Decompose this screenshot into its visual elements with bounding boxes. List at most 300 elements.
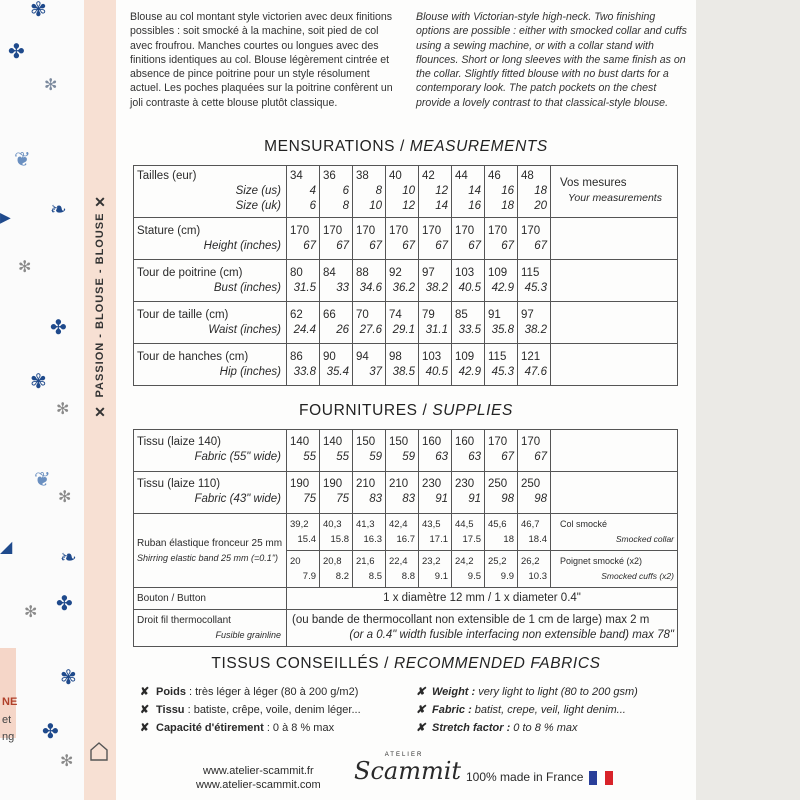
value-cm: 170 — [488, 436, 508, 448]
label-en: Height (inches) — [203, 240, 281, 252]
value-in: 31.5 — [293, 282, 316, 294]
recommendation-key: Tissu — [156, 704, 185, 716]
value-in: 63 — [468, 451, 481, 463]
fabric-recommendation — [416, 701, 638, 719]
label-fr: Tissu (laize 110) — [137, 478, 221, 490]
value-cm: 150 — [356, 436, 376, 448]
button-label — [134, 588, 287, 610]
value-in: 55 — [336, 451, 349, 463]
value-cm: 170 — [521, 225, 541, 237]
leaf-icon: ✾ — [60, 667, 77, 689]
value-cm: 62 — [290, 309, 303, 321]
measurement-cell — [452, 218, 485, 260]
ribbon-collar-cell — [287, 514, 320, 551]
leaf-icon: ❦ — [14, 149, 31, 171]
measurement-cell — [485, 218, 518, 260]
size-us: 14 — [468, 185, 481, 197]
value-cm: 88 — [356, 267, 369, 279]
measurement-cell — [320, 302, 353, 344]
value-in: 7.9 — [302, 571, 316, 582]
fabric-cell — [518, 472, 551, 514]
value-in: 18 — [503, 534, 514, 545]
fabrics-title: TISSUS CONSEILLÉS / RECOMMENDED FABRICS — [211, 655, 601, 672]
floral-pattern-strip — [0, 0, 84, 800]
france-flag-icon — [589, 771, 613, 785]
leaf-icon: ❧ — [50, 199, 67, 221]
size-label-eur: Tailles (eur) — [137, 170, 197, 182]
value-cm: 170 — [422, 225, 442, 237]
value-cm: 84 — [323, 267, 336, 279]
value-cm: 170 — [488, 225, 508, 237]
fabrics-list-fr — [140, 683, 361, 737]
value-in: 38.2 — [425, 282, 448, 294]
measurements-title: MENSURATIONS / MEASUREMENTS — [264, 138, 548, 155]
ribbon-collar-cell — [419, 514, 452, 551]
ribbon-cuffs-cell — [518, 551, 551, 588]
measurement-cell — [518, 344, 551, 386]
value-in: 35.4 — [326, 366, 349, 378]
bullet-x-icon: ✘ — [140, 722, 150, 734]
page-margin — [696, 0, 800, 800]
size-uk: 14 — [435, 200, 448, 212]
measurement-cell — [353, 260, 386, 302]
measurement-cell — [386, 260, 419, 302]
recommendation-value: 0 to 8 % max — [510, 722, 578, 734]
value-en: (or a 0.4" width fusible interfacing non extensible band) max 78" — [349, 629, 674, 641]
fabric-cell — [320, 472, 353, 514]
your-measurement-blank — [551, 302, 678, 344]
ribbon-collar-cell — [320, 514, 353, 551]
value-in: 45.3 — [491, 366, 514, 378]
twig-icon: ✻ — [44, 77, 58, 94]
size-us: 10 — [402, 185, 415, 197]
value-in: 37 — [369, 366, 382, 378]
measurement-cell — [485, 344, 518, 386]
value-cm: 44,5 — [455, 519, 474, 530]
size-uk: 12 — [402, 200, 415, 212]
value-in: 18.4 — [528, 534, 547, 545]
size-cell — [419, 166, 452, 218]
footer-urls — [196, 764, 321, 792]
value-in: 17.1 — [429, 534, 448, 545]
category-strip — [84, 0, 116, 800]
size-cell — [320, 166, 353, 218]
recommendation-value: very light to light (80 to 200 gsm) — [475, 686, 638, 698]
ribbon-cuffs-cell — [353, 551, 386, 588]
measurement-cell — [485, 260, 518, 302]
flag-band — [589, 771, 597, 785]
label-fr: Tour de taille (cm) — [137, 309, 229, 321]
measurement-cell — [353, 302, 386, 344]
fabric-recommendation — [416, 719, 638, 737]
value-cm: 190 — [290, 478, 310, 490]
label-en: Fusible grainline — [215, 630, 281, 640]
value-cm: 46,7 — [521, 519, 540, 530]
value-cm: 170 — [521, 436, 541, 448]
bullet-x-icon: ✘ — [416, 722, 426, 734]
size-uk: 6 — [309, 200, 316, 212]
your-measurement-blank — [551, 260, 678, 302]
smocked-cuffs-note — [551, 551, 678, 588]
measurement-label — [134, 260, 287, 302]
bullet-x-icon: ✘ — [140, 686, 150, 698]
size-us: 12 — [435, 185, 448, 197]
fusible-label — [134, 610, 287, 647]
size-us: 18 — [534, 185, 547, 197]
value-cm: 170 — [455, 225, 475, 237]
measurement-cell — [287, 260, 320, 302]
value-in: 8.5 — [368, 571, 382, 582]
label-en: Hip (inches) — [219, 366, 281, 378]
home-icon[interactable] — [88, 740, 110, 762]
value-cm: 80 — [290, 267, 303, 279]
leaf-icon: ✤ — [8, 41, 25, 63]
value-in: 9.9 — [500, 571, 514, 582]
fabric-cell — [419, 472, 452, 514]
value-in: 16.3 — [363, 534, 382, 545]
ribbon-cuffs-cell — [419, 551, 452, 588]
fabric-cell — [287, 430, 320, 472]
value-cm: 103 — [422, 351, 442, 363]
value-cm: 92 — [389, 267, 402, 279]
measurement-row — [134, 302, 678, 344]
measurement-cell — [320, 344, 353, 386]
value-in: 67 — [534, 240, 547, 252]
your-measurement-blank — [551, 344, 678, 386]
value-cm: 41,3 — [356, 519, 375, 530]
value-cm: 160 — [455, 436, 475, 448]
value-in: 38.5 — [392, 366, 415, 378]
fabric-cell — [320, 430, 353, 472]
size-cell — [485, 166, 518, 218]
measurement-cell — [419, 302, 452, 344]
size-us: 6 — [342, 185, 349, 197]
size-uk: 20 — [534, 200, 547, 212]
value-in: 27.6 — [359, 324, 382, 336]
value-in: 42.9 — [458, 366, 481, 378]
measurement-cell — [287, 344, 320, 386]
ribbon-collar-cell — [518, 514, 551, 551]
fusible-value — [287, 610, 678, 647]
value-cm: 103 — [455, 267, 475, 279]
size-eur: 48 — [521, 170, 534, 182]
ribbon-collar-cell — [386, 514, 419, 551]
leaf-icon: ❦ — [34, 469, 51, 491]
value-in: 34.6 — [359, 282, 382, 294]
measurement-cell — [386, 302, 419, 344]
value-cm: 79 — [422, 309, 435, 321]
fabric-cell — [518, 430, 551, 472]
value-in: 17.5 — [462, 534, 481, 545]
value-cm: 97 — [521, 309, 534, 321]
fabric-cell — [452, 430, 485, 472]
measurement-label — [134, 344, 287, 386]
fabric-row — [134, 472, 678, 514]
fabric-recommendation — [140, 719, 361, 737]
edge-text: NE — [2, 696, 18, 708]
made-in-label: 100% made in France — [466, 770, 584, 784]
value-in: 59 — [402, 451, 415, 463]
value-cm: 43,5 — [422, 519, 441, 530]
value-in: 67 — [501, 240, 514, 252]
value-in: 42.9 — [491, 282, 514, 294]
size-eur: 34 — [290, 170, 303, 182]
value-in: 33.8 — [293, 366, 316, 378]
measurement-cell — [353, 344, 386, 386]
recommendation-key: Fabric : — [432, 704, 472, 716]
value-cm: 90 — [323, 351, 336, 363]
value-cm: 140 — [290, 436, 310, 448]
value-cm: 20 — [290, 556, 301, 567]
value-cm: 24,2 — [455, 556, 474, 567]
leaf-icon: ❧ — [60, 547, 77, 569]
recommendation-value: : très léger à léger (80 à 200 g/m2) — [185, 686, 359, 698]
measurement-cell — [287, 302, 320, 344]
brand-logo: ATELIER Scammit — [354, 752, 462, 785]
measurement-row — [134, 344, 678, 386]
value-cm: 39,2 — [290, 519, 309, 530]
value-cm: 210 — [389, 478, 409, 490]
twig-icon: ✻ — [24, 604, 38, 621]
leaf-icon: ✾ — [30, 371, 47, 393]
note-fr: Col smocké — [560, 519, 608, 529]
label-fr: Tissu (laize 140) — [137, 436, 221, 448]
value-cm: 109 — [455, 351, 475, 363]
value-cm: 42,4 — [389, 519, 408, 530]
ribbon-cuffs-cell — [452, 551, 485, 588]
value-in: 26 — [336, 324, 349, 336]
twig-icon: ✻ — [58, 489, 72, 506]
flag-band — [605, 771, 613, 785]
value-cm: 45,6 — [488, 519, 507, 530]
value-cm: 170 — [389, 225, 409, 237]
value-cm: 74 — [389, 309, 402, 321]
measurement-cell — [518, 302, 551, 344]
size-uk: 16 — [468, 200, 481, 212]
value-in: 59 — [369, 451, 382, 463]
fabric-cell — [386, 472, 419, 514]
measurement-cell — [452, 260, 485, 302]
value-in: 63 — [435, 451, 448, 463]
value-in: 91 — [435, 493, 448, 505]
size-label-uk: Size (uk) — [235, 200, 281, 212]
value-cm: 22,4 — [389, 556, 408, 567]
recommendation-key: Capacité d'étirement — [156, 722, 264, 734]
value-in: 29.1 — [392, 324, 415, 336]
website-link-com[interactable]: www.atelier-scammit.com — [196, 779, 321, 791]
value-cm: 23,2 — [422, 556, 441, 567]
label-en: Shirring elastic band 25 mm (=0.1") — [137, 552, 279, 563]
note-en: Smocked cuffs (x2) — [601, 571, 674, 581]
value-in: 67 — [402, 240, 415, 252]
value-cm: 26,2 — [521, 556, 540, 567]
label-en: Fabric (43" wide) — [194, 493, 281, 505]
your-measurements-fr: Vos mesures — [560, 177, 627, 189]
leaf-icon: ✤ — [50, 317, 67, 339]
size-label — [134, 166, 287, 218]
label-fr: Ruban élastique fronceur 25 mm — [137, 537, 283, 549]
bullet-x-icon: ✘ — [416, 686, 426, 698]
value-in: 83 — [369, 493, 382, 505]
edge-text: et — [2, 714, 12, 726]
value-cm: 91 — [488, 309, 501, 321]
size-eur: 36 — [323, 170, 336, 182]
fabric-label — [134, 472, 287, 514]
value-cm: 170 — [323, 225, 343, 237]
value-in: 9.1 — [434, 571, 448, 582]
website-link-fr[interactable]: www.atelier-scammit.fr — [203, 765, 314, 777]
size-cell — [452, 166, 485, 218]
ribbon-cuffs-cell — [485, 551, 518, 588]
value-cm: 170 — [356, 225, 376, 237]
value-cm: 170 — [290, 225, 310, 237]
value-in: 67 — [303, 240, 316, 252]
value-in: 8.2 — [335, 571, 349, 582]
recommendation-key: Weight : — [432, 686, 476, 698]
fabric-recommendation — [140, 683, 361, 701]
value-cm: 230 — [455, 478, 475, 490]
close-icon: ✕ — [94, 194, 106, 210]
label-en: Waist (inches) — [208, 324, 281, 336]
value-in: 35.8 — [491, 324, 514, 336]
measurement-label — [134, 218, 287, 260]
leaf-icon: ✤ — [56, 593, 73, 615]
value-in: 83 — [402, 493, 415, 505]
value-fr: (ou bande de thermocollant non extensible de 1 cm de large) max 2 m — [292, 614, 650, 626]
size-label-us: Size (us) — [235, 185, 281, 197]
size-cell — [287, 166, 320, 218]
label-en: Bust (inches) — [213, 282, 281, 294]
measurement-cell — [386, 344, 419, 386]
leaf-icon: ✤ — [42, 721, 59, 743]
fabric-recommendation — [140, 701, 361, 719]
button-row — [134, 588, 678, 610]
fabric-row — [134, 430, 678, 472]
value-cm: 140 — [323, 436, 343, 448]
leaf-icon: ▶ — [0, 209, 11, 225]
value-cm: 109 — [488, 267, 508, 279]
ribbon-collar-cell — [452, 514, 485, 551]
value-in: 91 — [468, 493, 481, 505]
value-in: 67 — [336, 240, 349, 252]
measurement-cell — [419, 344, 452, 386]
value-in: 36.2 — [392, 282, 415, 294]
ribbon-label — [134, 514, 287, 588]
value-cm: 40,3 — [323, 519, 342, 530]
fabric-cell — [287, 472, 320, 514]
value-in: 67 — [468, 240, 481, 252]
value-cm: 21,6 — [356, 556, 375, 567]
pattern-sheet — [116, 0, 696, 800]
fabric-label — [134, 430, 287, 472]
fabric-cell — [485, 472, 518, 514]
value-in: 67 — [435, 240, 448, 252]
measurement-cell — [452, 302, 485, 344]
recommendation-key: Poids — [156, 686, 186, 698]
button-value — [287, 588, 678, 610]
value-in: 98 — [501, 493, 514, 505]
value-cm: 160 — [422, 436, 442, 448]
measurement-cell — [518, 218, 551, 260]
fabric-cell — [419, 430, 452, 472]
size-uk: 10 — [369, 200, 382, 212]
label-fr: Tour de poitrine (cm) — [137, 267, 243, 279]
twig-icon: ✻ — [60, 753, 74, 770]
twig-icon: ✻ — [56, 401, 70, 418]
value-in: 33.5 — [458, 324, 481, 336]
description-en: Blouse with Victorian-style high-neck. Two finishing options are possible : either with smocked collar and cuffs using a sewing machine, or with a collar stand with flounces. Short or long sleeves with the same finish as on the collar. Slightly fitted blouse with no bust darts for a contemporary look. The patch pockets on the chest provide a lovely contrast to that classical-style blouse. — [416, 11, 687, 109]
value-in: 38.2 — [524, 324, 547, 336]
measurement-row — [134, 260, 678, 302]
value-in: 8.8 — [401, 571, 415, 582]
value-cm: 97 — [422, 267, 435, 279]
fabric-cell — [485, 430, 518, 472]
ribbon-cuffs-cell — [320, 551, 353, 588]
size-uk: 8 — [342, 200, 349, 212]
label-fr: Droit fil thermocollant — [137, 615, 231, 626]
value-in: 45.3 — [524, 282, 547, 294]
ribbon-cuffs-cell — [287, 551, 320, 588]
value-in: 31.1 — [425, 324, 448, 336]
value-in: 98 — [534, 493, 547, 505]
close-icon: ✕ — [94, 404, 106, 420]
recommendation-value: batist, crepe, veil, light denim... — [471, 704, 626, 716]
measurement-cell — [386, 218, 419, 260]
measurements-table — [133, 165, 678, 386]
supplies-table — [133, 429, 678, 647]
fabric-note-blank — [551, 430, 678, 472]
measurement-cell — [518, 260, 551, 302]
measurement-cell — [452, 344, 485, 386]
value-in: 67 — [369, 240, 382, 252]
value-in: 67 — [534, 451, 547, 463]
bullet-x-icon: ✘ — [140, 704, 150, 716]
value-cm: 210 — [356, 478, 376, 490]
supplies-title: FOURNITURES / SUPPLIES — [299, 402, 513, 419]
ribbon-collar-cell — [485, 514, 518, 551]
measurement-cell — [419, 218, 452, 260]
measurement-row — [134, 218, 678, 260]
strip-title: PASSION - BLOUSE - BLOUSE — [94, 212, 106, 398]
value-cm: 70 — [356, 309, 369, 321]
size-cell — [386, 166, 419, 218]
size-uk: 18 — [501, 200, 514, 212]
size-eur: 42 — [422, 170, 435, 182]
measurement-cell — [320, 218, 353, 260]
value-cm: 86 — [290, 351, 303, 363]
twig-icon: ✻ — [18, 259, 32, 276]
value-cm: 98 — [389, 351, 402, 363]
fabric-cell — [353, 472, 386, 514]
your-measurements-cell — [551, 166, 678, 218]
value-cm: 25,2 — [488, 556, 507, 567]
value-cm: 94 — [356, 351, 369, 363]
value-cm: 20,8 — [323, 556, 342, 567]
size-row — [134, 166, 678, 218]
value-cm: 66 — [323, 309, 336, 321]
measurement-cell — [320, 260, 353, 302]
ribbon-collar-cell — [353, 514, 386, 551]
value-in: 10.3 — [528, 571, 547, 582]
leaf-icon: ◢ — [0, 539, 13, 556]
value-in: 15.4 — [297, 534, 316, 545]
your-measurement-blank — [551, 218, 678, 260]
size-cell — [518, 166, 551, 218]
value-cm: 121 — [521, 351, 541, 363]
size-us: 16 — [501, 185, 514, 197]
recommendation-key: Stretch factor : — [432, 722, 511, 734]
size-cell — [353, 166, 386, 218]
